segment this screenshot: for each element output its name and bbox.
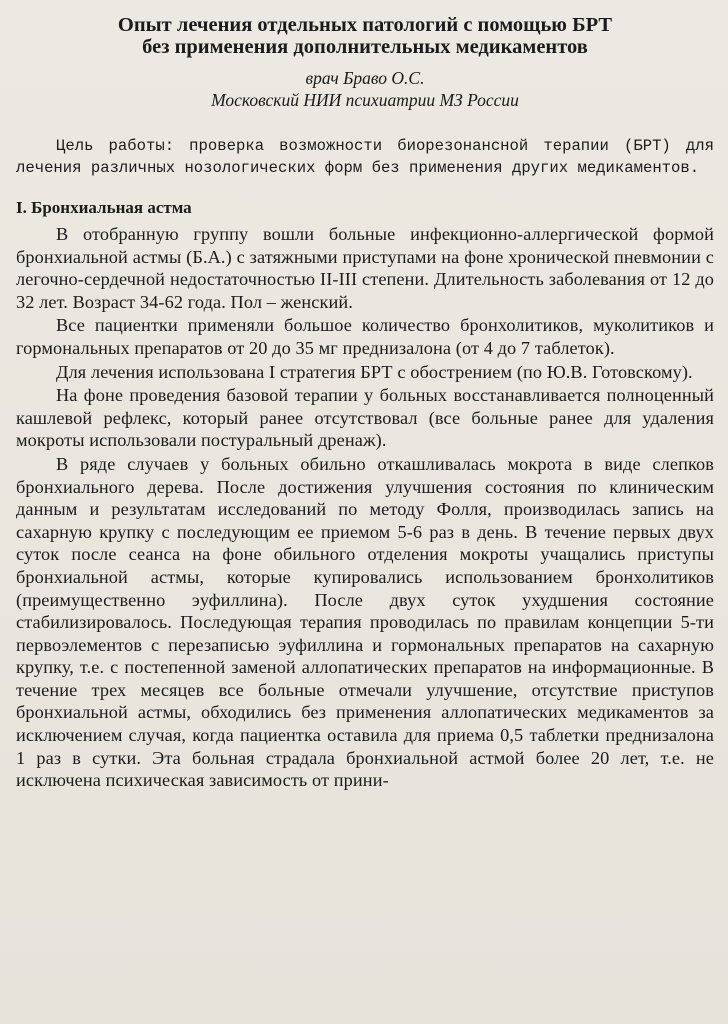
title-line-2: без применения дополнительных медикаментов bbox=[142, 36, 588, 58]
paragraph: В ряде случаев у больных обильно откашливалась мокрота в виде слепков бронхиального дерева. После достижения улучшения состояния по клиническим данным и результатам исследований по методу Фолля, производилась запись на сахарную крупку с последующим ее приемом 5-6 раз в день. В течение первых двух суток после сеанса на фоне обильного отделения мокроты учащались приступы бронхиальной астмы, которые купировались использованием бронхолитиков (преимущественно эуфиллина). После двух суток ухудшения состояние стабилизировалось. Последующая терапия проводилась по правилам концепции 5-ти первоэлементов с перезаписью эуфиллина и гормональных препаратов на сахарную крупку, т.е. с постепенной заменой аллопатических препаратов на информационные. В течение трех месяцев все больные отмечали улучшение, отсутствие приступов бронхиальной астмы, обходились без применения аллопатических медикаментов за исключением случая, когда пациентка оставила для приема 0,5 таблетки преднизалона 1 раз в сутки. Эта больная страдала бронхиальной астмой более 20 лет, т.е. не исключена психическая зависимость от прини- bbox=[16, 453, 714, 791]
body-text bbox=[16, 223, 714, 792]
author: врач Браво О.С. bbox=[305, 68, 425, 88]
title-line-1: Опыт лечения отдельных патологий с помощью БРТ bbox=[117, 14, 613, 36]
paragraph: На фоне проведения базовой терапии у больных восстанавливается полноценный кашлевой рефлекс, который ранее отсутствовал (все больные ранее для удаления мокроты использовали постуральный дренаж). bbox=[16, 385, 714, 451]
section-heading: I. Бронхиальная астма bbox=[16, 198, 192, 217]
paragraph: В отобранную группу вошли больные инфекционно-аллергической формой бронхиальной астмы (Б.А.) с затяжными приступами на фоне хронической пневмонии с легочно-сердечной недостаточностью II-III степени. Длительность заболевания от 12 до 32 лет. Возраст 34-62 года. Пол – женский. bbox=[16, 224, 714, 312]
paragraph: Все пациентки применяли большое количество бронхолитиков, муколитиков и гормональных препаратов от 20 до 35 мг преднизалона (от 4 до 7 таблеток). bbox=[16, 315, 714, 358]
paragraph: Для лечения использована I стратегия БРТ с обострением (по Ю.В. Готовскому). bbox=[56, 361, 693, 382]
goal-statement: Цель работы: проверка возможности биорезонансной терапии (БРТ) для лечения различных нозологических форм без применения других медикаментов. bbox=[16, 137, 714, 177]
article-title bbox=[16, 14, 714, 58]
affiliation: Московский НИИ психиатрии МЗ России bbox=[211, 90, 519, 110]
